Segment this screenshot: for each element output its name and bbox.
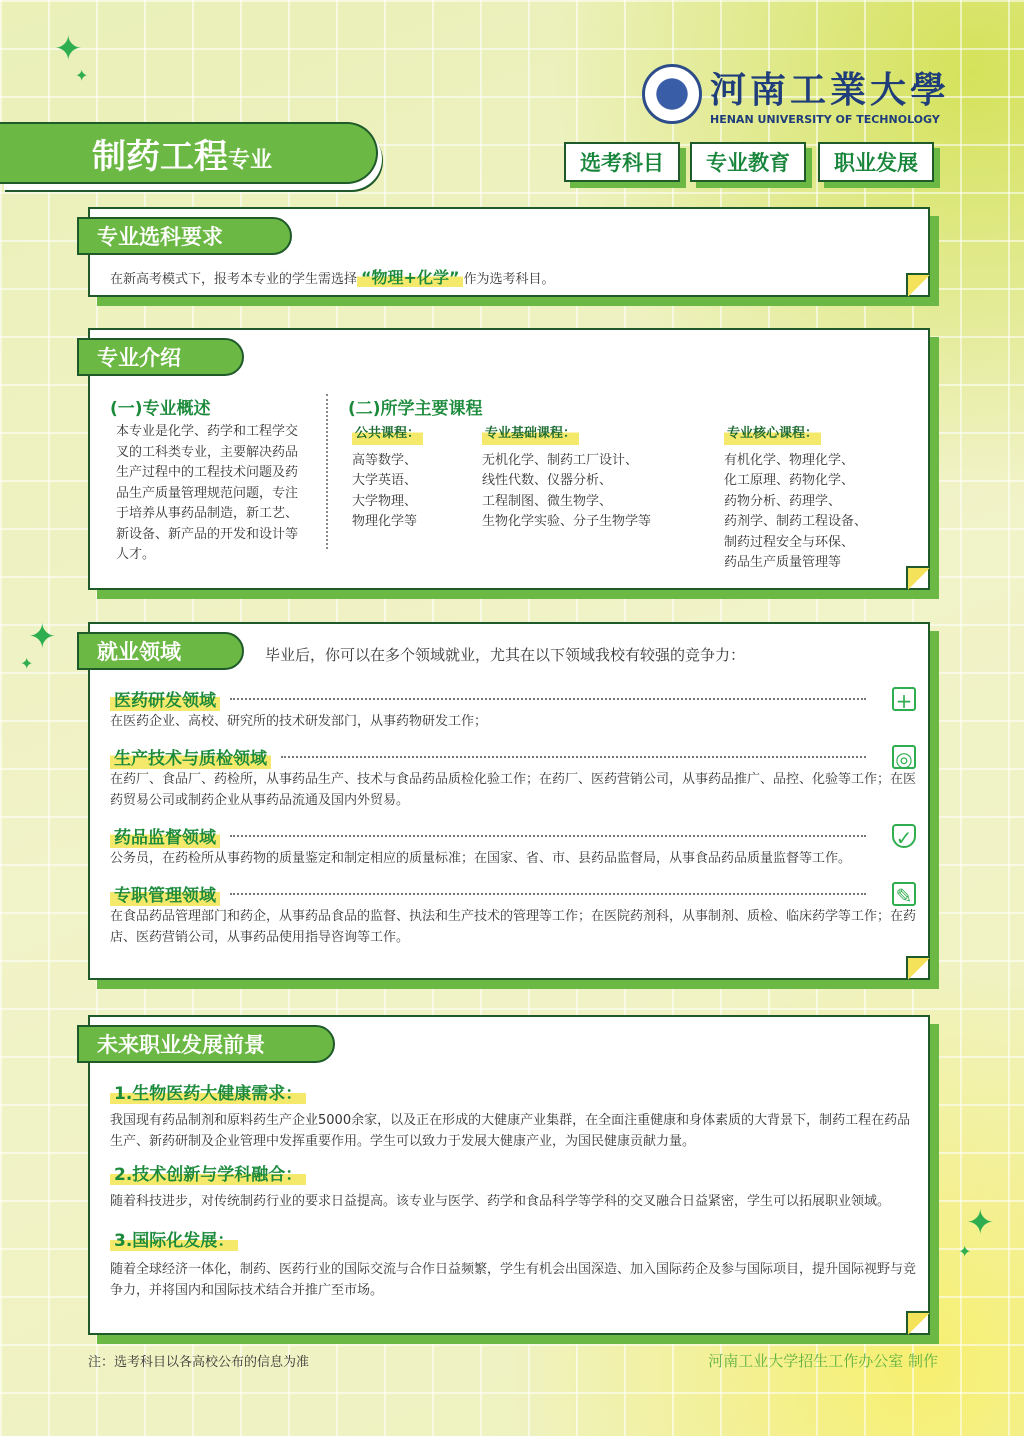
future-title: 2.技术创新与学科融合：: [110, 1165, 306, 1185]
section-heading: 就业领域: [77, 632, 244, 670]
future-text: 随着全球经济一体化，制药、医药行业的国际交流与合作日益频繁，学生有机会出国深造、加入国际药企及参与国际项目，提升国际视野与竞争力，并将国内和国际技术结合并推广至市场。: [110, 1262, 917, 1298]
course: 无机化学、制药工厂设计、: [482, 452, 639, 468]
text: 作为选考科目。: [463, 272, 555, 287]
sparkle-icon: ✦: [966, 1203, 995, 1243]
university-name-cn: 河南工業大學: [710, 69, 951, 111]
footer-credit: 河南工业大学招生工作办公室 制作: [708, 1352, 938, 1370]
university-seal-icon: [642, 64, 702, 124]
courses-title: (二)所学主要课程: [348, 399, 483, 419]
sparkle-icon: ✦: [54, 29, 83, 69]
sparkle-icon: ✦: [958, 1242, 972, 1261]
field-title: 医药研发领域: [110, 686, 220, 711]
future-item: [110, 1079, 916, 1152]
future-item: [110, 1160, 916, 1212]
overview-title: (一)专业概述: [110, 399, 211, 419]
nav-major-education[interactable]: 专业教育: [690, 142, 806, 182]
section-heading: 专业选科要求: [77, 217, 292, 255]
requirement-card: [88, 207, 930, 297]
future-text: 随着科技进步，对传统制药行业的要求日益提高。该专业与医学、药学和食品科学等学科的交叉融合日益紧密，学生可以拓展职业领域。: [110, 1194, 891, 1209]
overview-text: 本专业是化学、药学和工程学交叉的工科类专业，主要解决药品生产过程中的工程技术问题及药品生产质量管理规范问题，专注于培养从事药品制造，新工艺、新设备、新产品的开发和设计等人才。: [116, 424, 299, 562]
intro-card: [88, 328, 930, 590]
requirement-text: [110, 267, 554, 290]
future-card: [88, 1015, 930, 1335]
field-title: 生产技术与质检领域: [110, 744, 271, 769]
course: 药物分析、药理学、: [724, 493, 842, 509]
future-item: [110, 1226, 916, 1301]
field-item: [110, 823, 916, 869]
dotted-leader: [281, 756, 866, 758]
course-group-title: 公共课程：: [352, 424, 423, 445]
course-group-title: 专业基础课程：: [482, 424, 579, 445]
course: 大学物理、: [352, 493, 418, 509]
dotted-leader: [230, 698, 866, 700]
dotted-leader: [230, 893, 866, 895]
future-text: 我国现有药品制剂和原料药生产企业5000余家，以及正在形成的大健康产业集群，在全面注重健康和身体素质的大背景下，制药工程在药品生产、新药研制及企业管理中发挥重要作用。学生可以致力于发展大健康产业，为国民健康贡献力量。: [110, 1113, 911, 1149]
sparkle-icon: ✦: [75, 66, 89, 85]
section-heading: 未来职业发展前景: [77, 1025, 335, 1063]
course-group-title: 专业核心课程：: [724, 424, 821, 445]
field-text: 在药厂、食品厂、药检所，从事药品生产、技术与食品药品质检化验工作；在药厂、医药营销公司，从事药品推广、品控、化验等工作；在医药贸易公司或制药企业从事药品流通及国内外贸易。: [110, 772, 917, 808]
field-item: [110, 686, 916, 732]
field-item: [110, 744, 916, 811]
field-text: 公务员，在药检所从事药物的质量鉴定和制定相应的质量标准；在国家、省、市、县药品监督局，从事食品药品质量监督等工作。: [110, 851, 852, 866]
sparkle-icon: ✦: [28, 617, 57, 657]
edit-document-icon: ✎: [892, 882, 916, 906]
nav-career[interactable]: 职业发展: [818, 142, 934, 182]
nav-subject-selection[interactable]: 选考科目: [564, 142, 680, 182]
course: 高等数学、: [352, 452, 418, 468]
field-text: 在医药企业、高校、研究所的技术研发部门，从事药物研发工作；: [110, 714, 488, 729]
footer-note: 注：选考科目以各高校公布的信息为准: [88, 1355, 310, 1370]
field-text: 在食品药品管理部门和药企，从事药品食品的监督、执法和生产技术的管理等工作；在医院药剂科，从事制剂、质检、临床药学等工作；在药店、医药营销公司，从事药品使用指导咨询等工作。: [110, 909, 917, 945]
employment-lead: 毕业后，你可以在多个领域就业，尤其在以下领域我校有较强的竞争力：: [265, 646, 746, 664]
text: 在新高考模式下，报考本专业的学生需选择: [110, 272, 358, 287]
page-title: [0, 122, 378, 184]
course: 生物化学实验、分子生物学等: [482, 514, 652, 529]
field-title: 专职管理领域: [110, 881, 220, 906]
document-shield-icon: ◎: [892, 745, 916, 769]
shield-check-icon: ✓: [892, 824, 916, 848]
dotted-leader: [230, 835, 866, 837]
divider: [326, 394, 328, 549]
course: 有机化学、物理化学、: [724, 452, 855, 468]
employment-card: [88, 622, 930, 980]
title-main: 制药工程: [92, 136, 228, 177]
subject-highlight: “物理+化学”: [357, 268, 463, 287]
future-title: 1.生物医药大健康需求：: [110, 1084, 306, 1104]
future-title: 3.国际化发展：: [110, 1231, 238, 1251]
university-name-en: HENAN UNIVERSITY OF TECHNOLOGY: [710, 113, 940, 126]
university-logo: [642, 62, 950, 126]
field-title: 药品监督领域: [110, 823, 220, 848]
course: 物理化学等: [352, 514, 418, 529]
course: 药品生产质量管理等: [724, 555, 842, 570]
course: 化工原理、药物化学、: [724, 473, 855, 488]
course: 药剂学、制药工程设备、: [724, 514, 868, 529]
course: 工程制图、微生物学、: [482, 493, 613, 509]
field-item: [110, 881, 916, 948]
title-suffix: 专业: [228, 147, 273, 173]
course: 大学英语、: [352, 473, 418, 488]
course: 线性代数、仪器分析、: [482, 473, 613, 488]
medical-kit-icon: +: [892, 687, 916, 711]
course: 制药过程安全与环保、: [724, 534, 855, 550]
sparkle-icon: ✦: [20, 654, 34, 673]
section-heading: 专业介绍: [77, 338, 244, 376]
